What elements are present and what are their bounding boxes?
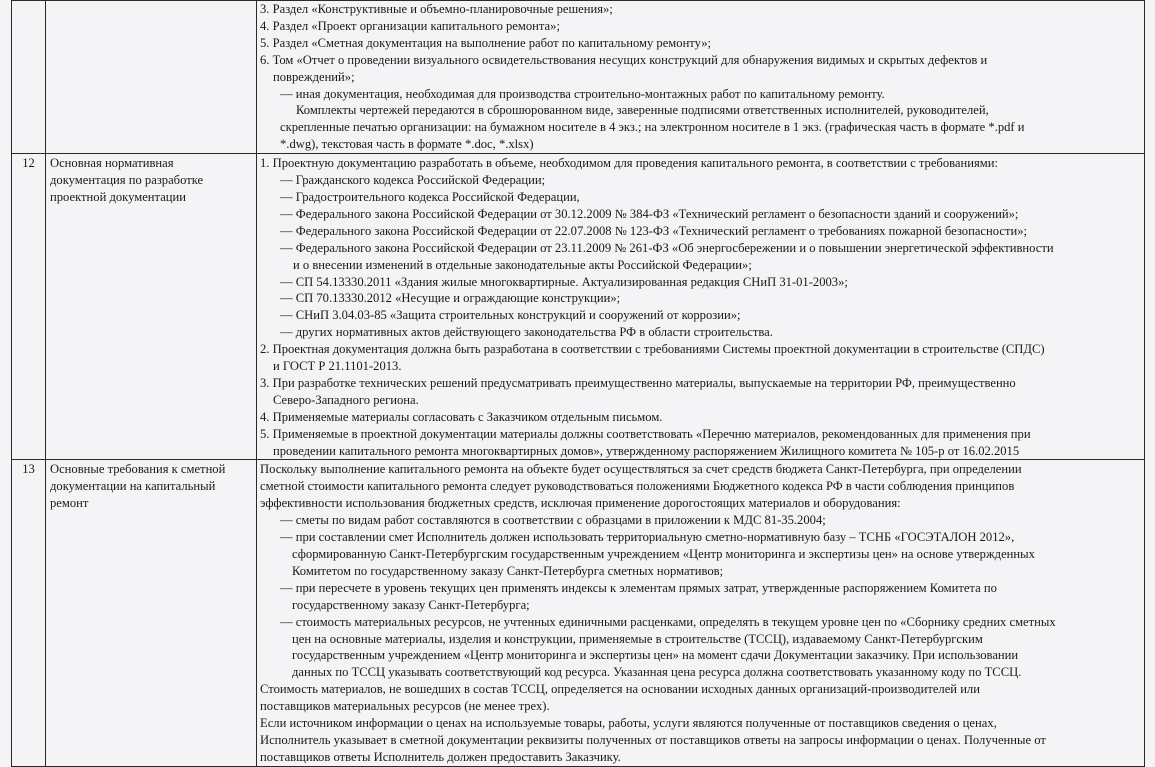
content-line: скрепленные печатью организации: на бумажном носителе в 4 экз.; на электронном носителе в 1 экз. (графическая часть в формате *.pdf и xyxy=(280,120,1025,135)
content-line: — Федерального закона Российской Федерации от 23.11.2009 № 261-ФЗ «Об энергосбережении и о повышении энергетической эффективности xyxy=(280,240,1054,255)
content-line: Комплекты чертежей передаются в сброшюрованном виде, заверенные подписями ответственных исполнителей, руководителей, xyxy=(296,103,989,118)
row-number: 12 xyxy=(12,154,46,460)
content-line: — при пересчете в уровень текущих цен применять индексы к элементам прямых затрат, утвержденные распоряжением Комитета по xyxy=(280,580,997,595)
content-line: — Градостроительного кодекса Российской Федерации, xyxy=(280,189,580,204)
content-line: государственным учреждением «Центр мониторинга и экспертизы цен» на момент сдачи Документации заказчику. При использовании xyxy=(292,648,1019,663)
table-row xyxy=(12,154,1145,460)
content-line: 1. Проектную документацию разработать в объеме, необходимом для проведения капитального ремонта, в соответствии с требованиями: xyxy=(260,156,998,171)
content-line: 3. При разработке технических решений предусматривать преимущественно материалы, выпускаемые на территории РФ, преимущественно xyxy=(260,375,1016,390)
content-line: — СП 54.13330.2011 «Здания жилые многоквартирные. Актуализированная редакция СНиП 31-01-2003»; xyxy=(280,274,848,289)
content-line: — сметы по видам работ составляются в соответствии с образцами в приложении к МДС 81-35.2004; xyxy=(280,513,826,528)
content-line: — СНиП 3.04.03-85 «Защита строительных конструкций и сооружений от коррозии»; xyxy=(280,308,741,323)
row-number xyxy=(12,1,46,154)
row-title-line: проектной документации xyxy=(50,189,186,204)
row-title xyxy=(46,460,257,766)
document-page xyxy=(11,0,1144,767)
content-line: данных по ТССЦ указывать соответствующий код ресурса. Указанная цена ресурса должна соответствовать указанному коду по ТССЦ. xyxy=(292,665,1022,680)
content-line: 6. Том «Отчет о проведении визуального освидетельствования несущих конструкций для обнаружения видимых и скрытых дефектов и xyxy=(260,52,988,67)
row-number: 13 xyxy=(12,460,46,766)
content-line: — при составлении смет Исполнитель должен использовать территориальную сметно-нормативную базу – ТСНБ «ГОСЭТАЛОН 2012», xyxy=(280,530,1015,545)
content-line: 4. Раздел «Проект организации капитального ремонта»; xyxy=(260,18,560,33)
content-line: эффективности использования бюджетных средств, исключая применение дорогостоящих материалов и оборудования: xyxy=(260,496,901,511)
content-line: поставщиков ответы Исполнитель должен предоставить Заказчику. xyxy=(260,749,621,764)
content-line: — Федерального закона Российской Федерации от 30.12.2009 № 384-ФЗ «Технический регламент о безопасности зданий и сооружений»; xyxy=(280,206,1019,221)
row-title xyxy=(46,154,257,460)
content-line: поставщиков материальных ресурсов (не менее трех). xyxy=(260,699,550,714)
content-line: Комитетом по государственному заказу Санкт-Петербурга сметных нормативов; xyxy=(292,563,724,578)
content-line: цен на основные материалы, изделия и конструкции, применяемые в строительстве (ТССЦ), издаваемому Санкт-Петербургским xyxy=(292,631,983,646)
content-line: — Федерального закона Российской Федерации от 22.07.2008 № 123-ФЗ «Технический регламент о требованиях пожарной безопасности»; xyxy=(280,223,1028,238)
content-line: 5. Применяемые в проектной документации материалы должны соответствовать «Перечню материалов, рекомендованных для применения при xyxy=(260,426,1031,441)
row-title-line: документации на капитальный xyxy=(50,479,216,494)
content-line: 3. Раздел «Конструктивные и объемно-планировочные решения»; xyxy=(260,2,613,16)
content-line: Поскольку выполнение капитального ремонта на объекте будет осуществляться за счет средств бюджета Санкт-Петербурга, при определении xyxy=(260,462,1022,477)
row-title xyxy=(46,1,257,154)
table-row xyxy=(12,460,1145,766)
content-line: 4. Применяемые материалы согласовать с Заказчиком отдельным письмом. xyxy=(260,409,663,424)
row-content xyxy=(257,460,1145,766)
content-line: сформированную Санкт-Петербургским государственным учреждением «Центр мониторинга и экспертизы цен» на основе утвержденных xyxy=(292,547,1035,561)
content-line: — иная документация, необходимая для производства строительно-монтажных работ по капитальному ремонту. xyxy=(280,86,885,101)
row-title-line: документация по разработке xyxy=(50,173,204,188)
row-content xyxy=(257,1,1145,154)
content-line: Исполнитель указывает в сметной документации реквизиты полученных от поставщиков ответы на запросы информации о ценах. Полученные от xyxy=(260,732,1046,747)
table-row xyxy=(12,1,1145,154)
content-line: *.dwg), текстовая часть в формате *.doc, *.xlsx) xyxy=(280,137,534,152)
content-line: Стоимость материалов, не вошедших в состав ТССЦ, определяется на основании исходных данных организаций-производителей или xyxy=(260,682,980,697)
content-line: — стоимость материальных ресурсов, не учтенных единичными расценками, определять в текущем уровне цен по «Сборнику средних сметных xyxy=(280,614,1056,629)
content-line: проведении капитального ремонта многоквартирных домов», утвержденному распоряжением Жилищного комитета № 105-р от 16.02.2015 xyxy=(273,443,1020,458)
content-line: повреждений»; xyxy=(273,69,355,84)
row-title-line: ремонт xyxy=(50,496,89,511)
content-line: сметной стоимости капитального ремонта следует руководствоваться положениями Бюджетного кодекса РФ в части соблюдения принципов xyxy=(260,479,1015,494)
row-title-line: Основная нормативная xyxy=(50,156,174,171)
content-line: Если источником информации о ценах на используемые товары, работы, услуги являются полученные от поставщиков сведения о ценах, xyxy=(260,716,997,731)
content-line: — Гражданского кодекса Российской Федерации; xyxy=(280,173,546,188)
content-line: 2. Проектная документация должна быть разработана в соответствии с требованиями Системы проектной документации в строительстве (СПДС) xyxy=(260,342,1045,357)
content-line: — других нормативных актов действующего законодательства РФ в области строительства. xyxy=(280,325,773,340)
content-line: и о внесении изменений в отдельные законодательные акты Российской Федерации»; xyxy=(293,257,752,272)
content-line: 5. Раздел «Сметная документация на выполнение работ по капитальному ремонту»; xyxy=(260,35,712,50)
content-line: и ГОСТ Р 21.1101-2013. xyxy=(273,359,402,374)
requirements-table xyxy=(11,0,1145,767)
content-line: — СП 70.13330.2012 «Несущие и ограждающие конструкции»; xyxy=(280,291,621,306)
row-title-line: Основные требования к сметной xyxy=(50,462,226,477)
content-line: Северо-Западного региона. xyxy=(273,392,419,407)
content-line: государственному заказу Санкт-Петербурга; xyxy=(292,597,530,612)
row-content xyxy=(257,154,1145,460)
